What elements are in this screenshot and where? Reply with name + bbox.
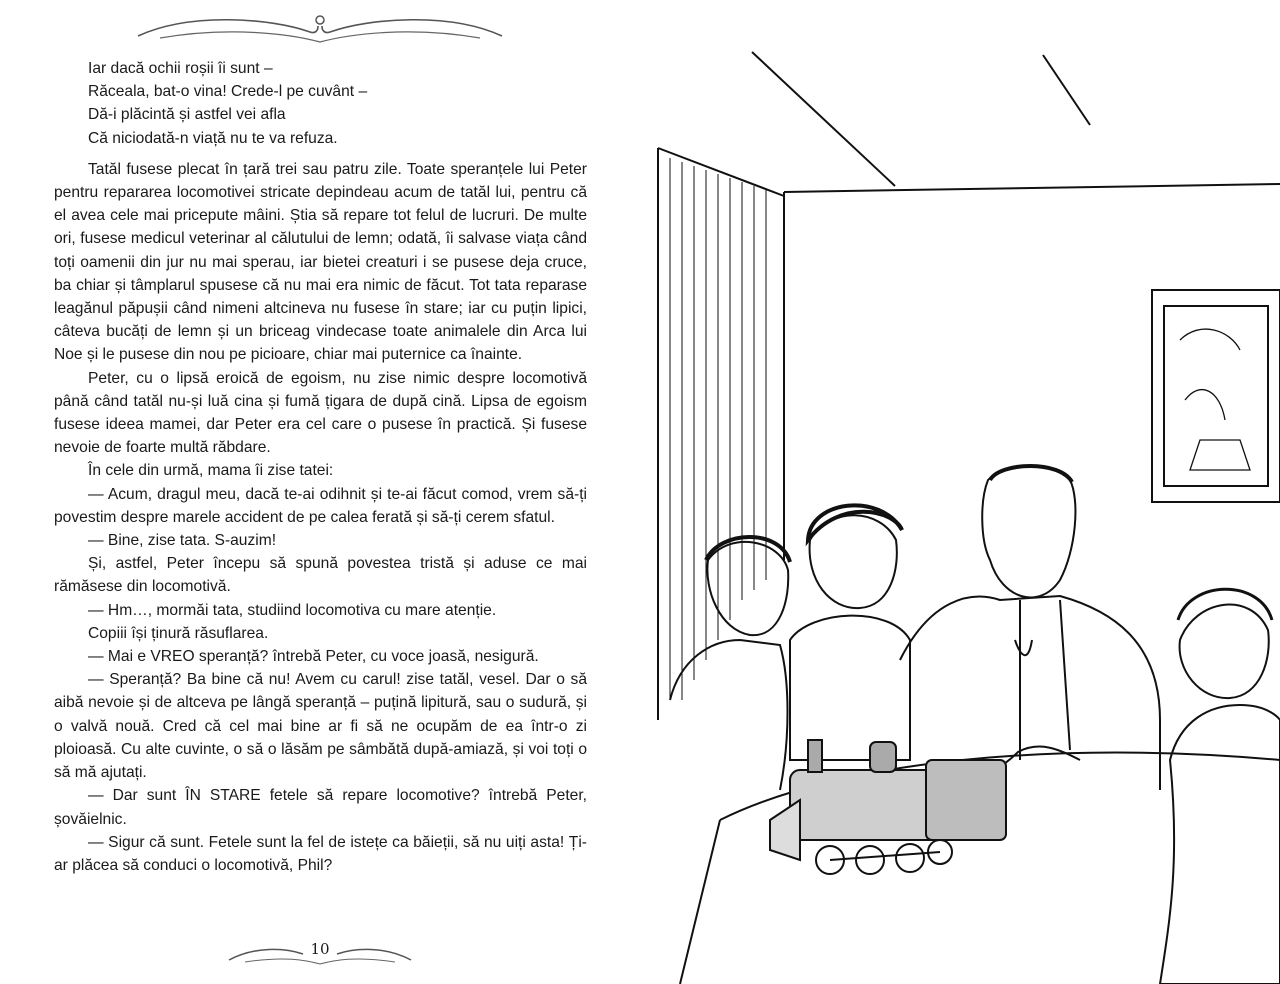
paragraph: Peter, cu o lipsă eroică de egoism, nu zise nimic despre locomotivă până când tatăl nu-și luă cina și fumă țigara de după cină. Lipsa de egoism fusese ideea mamei, dar Peter era cel care o pusese în practică. Și fusese nevoie de foarte multă răbdare. <box>54 369 587 457</box>
family-illustration <box>640 0 1280 984</box>
paragraph: Și, astfel, Peter începu să spună povestea tristă și aduse ce mai rămăsese din locomotivă. <box>54 555 587 596</box>
dialogue-line: — Speranță? Ba bine că nu! Avem cu carul! zise tatăl, vesel. Dar o să aibă nevoie și de altceva pe lângă speranță – puțină lipitură, sau o sudură, și o valvă nouă. Cred că cel mai bine ar fi să ne ocupăm de ea într-o zi ploioasă. Cu alte cuvinte, o să o lăsăm pe sâmbătă după-amiază, și voi toți o să mă ajutați. <box>54 671 587 782</box>
paragraph: Tatăl fusese plecat în țară trei sau patru zile. Toate speranțele lui Peter pentru repararea locomotivei stricate depindeau acum de tatăl lui, pentru că el avea cele mai pricepute mâini. Știa să repare tot felul de lucruri. De multe ori, fusese medicul veterinar al călutului de lemn; odată, îi salvase viața când toți oamenii din jur nu mai sperau, iar bietei creaturi i se pusese deja cruce, ba chiar și tâmplarul spusese că nu mai era nimic de făcut. Tot tata reparase leagănul păpușii când nimeni altcineva nu fusese în stare; iar cu puțin lipici, câteva bucăți de lemn și un briceag vindecase toate animalele din Arca lui Noe și le pusese din nou pe picioare, chiar mai puternice ca înainte. <box>54 160 587 364</box>
top-ornament <box>130 8 510 48</box>
dialogue-line: — Hm…, mormăi tata, studiind locomotiva cu mare atenție. <box>88 601 497 619</box>
poem-line: Răceala, bat-o vina! Crede-l pe cuvânt – <box>88 83 368 101</box>
poem-line: Iar dacă ochii roșii îi sunt – <box>88 60 273 77</box>
dialogue-line: — Sigur că sunt. Fetele sunt la fel de istețe ca băieții, să nu uiți asta! Ți-ar plăcea să conduci o locomotivă, Phil? <box>54 833 587 874</box>
paragraph: În cele din urmă, mama îi zise tatei: <box>88 462 334 480</box>
page-number: 10 <box>310 940 330 958</box>
dialogue-line: — Mai e VREO speranță? întrebă Peter, cu voce joasă, nesigură. <box>88 648 539 666</box>
dialogue-line: — Dar sunt ÎN STARE fetele să repare locomotive? întrebă Peter, șovăielnic. <box>54 787 587 828</box>
poem-line: Dă-i plăcintă și astfel vei afla <box>88 106 286 124</box>
dialogue-line: — Acum, dragul meu, dacă te-ai odihnit și te-ai făcut comod, vrem să-ți povestim despre marele accident de pe calea ferată și să-ți cerem sfatul. <box>54 485 587 526</box>
dialogue-line: — Bine, zise tata. S-auzim! <box>88 532 277 550</box>
story-text <box>54 57 587 877</box>
poem-line: Că niciodată-n viață nu te va refuza. <box>88 129 338 147</box>
paragraph: Copiii își ținură răsuflarea. <box>88 624 269 642</box>
poem-stanza <box>54 57 587 150</box>
